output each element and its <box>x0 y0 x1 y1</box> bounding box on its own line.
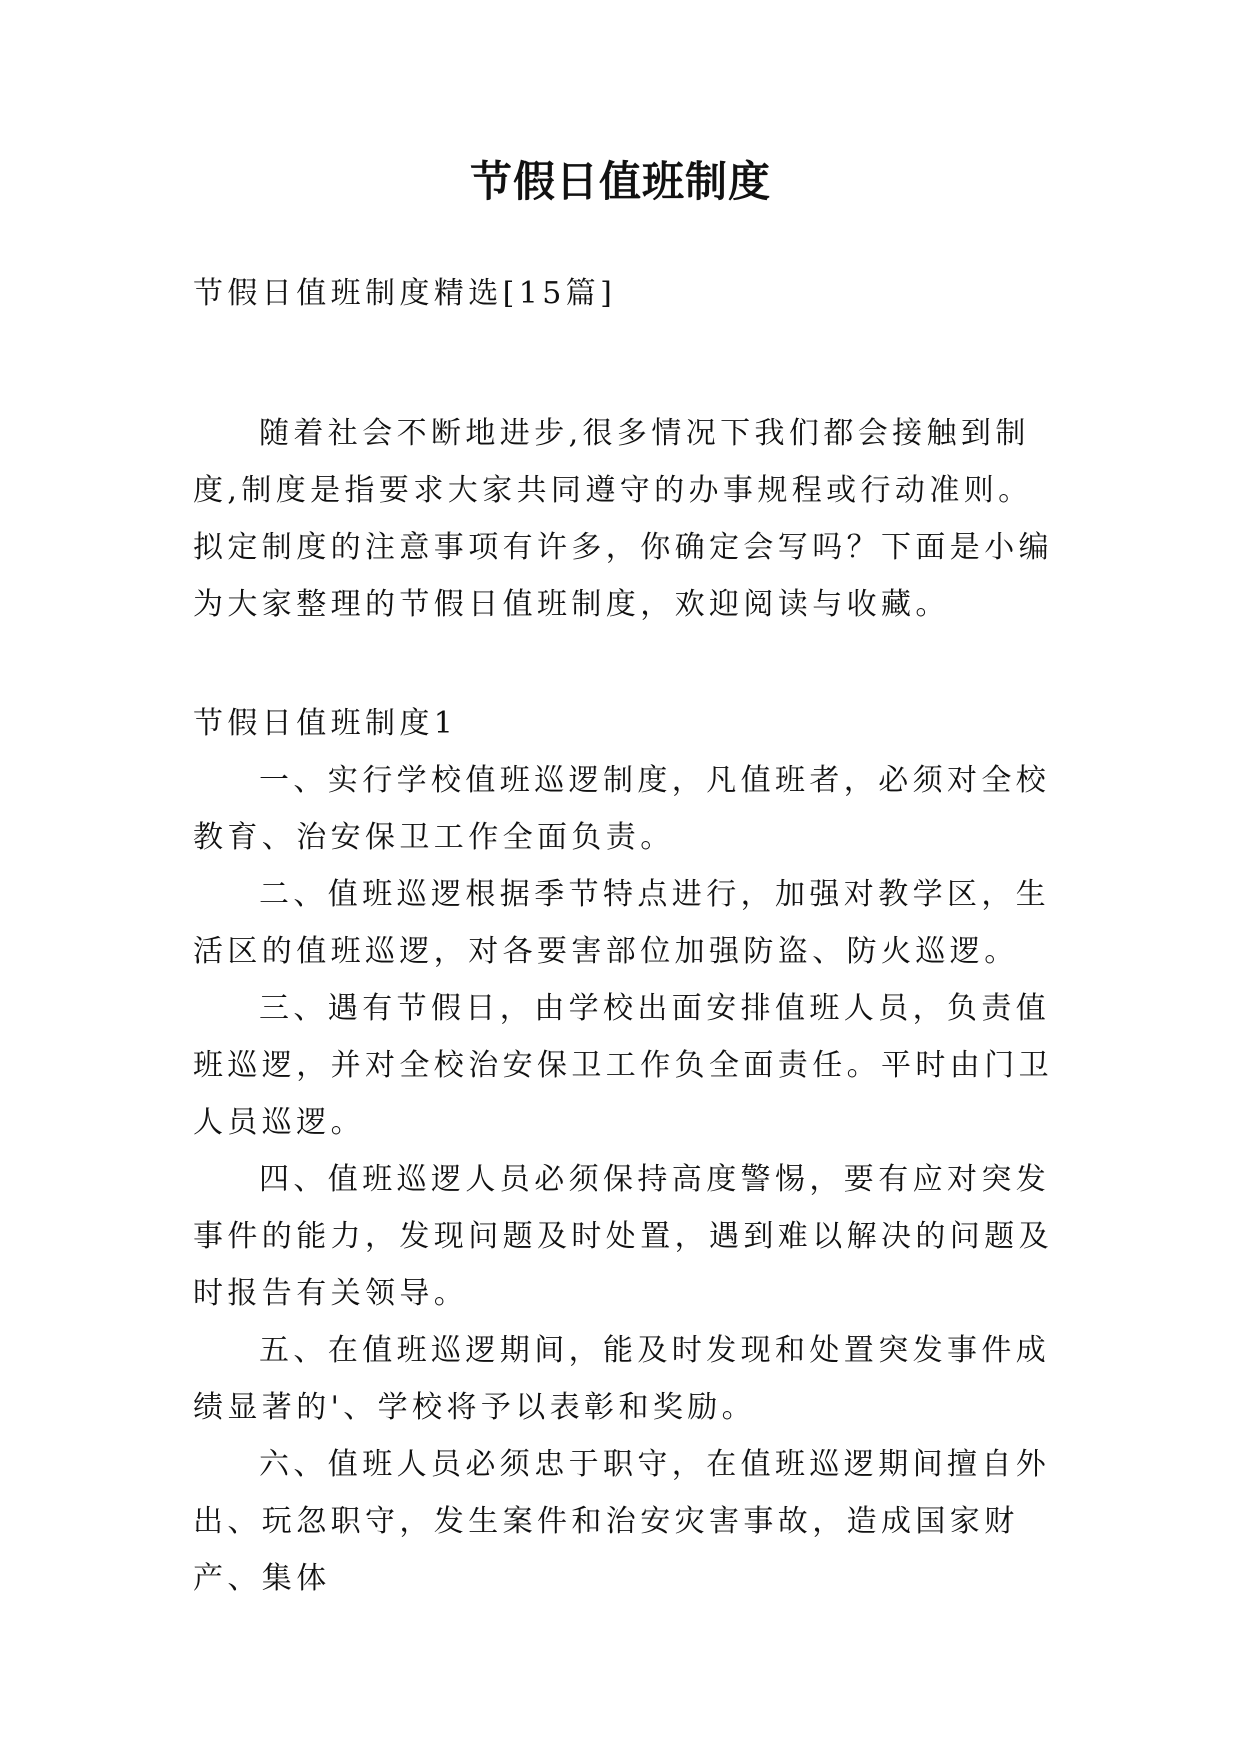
rule-paragraph-3: 三、遇有节假日，由学校出面安排值班人员，负责值班巡逻，并对全校治安保卫工作负全面责任。平时由门卫人员巡逻。 <box>193 991 1053 1140</box>
rule-paragraph-5: 五、在值班巡逻期间，能及时发现和处置突发事件成绩显著的'、学校将予以表彰和奖励。 <box>193 1333 1051 1425</box>
rule-paragraph-2: 二、值班巡逻根据季节特点进行，加强对教学区，生活区的值班巡逻，对各要害部位加强防盗、防火巡逻。 <box>193 877 1051 969</box>
section-heading: 节假日值班制度1 <box>193 706 458 741</box>
document-title: 节假日值班制度 <box>469 157 771 206</box>
rule-paragraph-1: 一、实行学校值班巡逻制度，凡值班者，必须对全校教育、治安保卫工作全面负责。 <box>193 763 1051 855</box>
rule-paragraph-6: 六、值班人员必须忠于职守，在值班巡逻期间擅自外出、玩忽职守，发生案件和治安灾害事故，造成国家财产、集体 <box>193 1447 1051 1596</box>
rule-paragraph-4: 四、值班巡逻人员必须保持高度警惕，要有应对突发事件的能力，发现问题及时处置，遇到难以解决的问题及时报告有关领导。 <box>193 1162 1053 1311</box>
document-subtitle: 节假日值班制度精选[15篇] <box>193 276 617 311</box>
intro-paragraph: 随着社会不断地进步,很多情况下我们都会接触到制度,制度是指要求大家共同遵守的办事规程或行动准则。拟定制度的注意事项有许多，你确定会写吗？下面是小编为大家整理的节假日值班制度，欢迎阅读与收藏。 <box>193 416 1053 622</box>
